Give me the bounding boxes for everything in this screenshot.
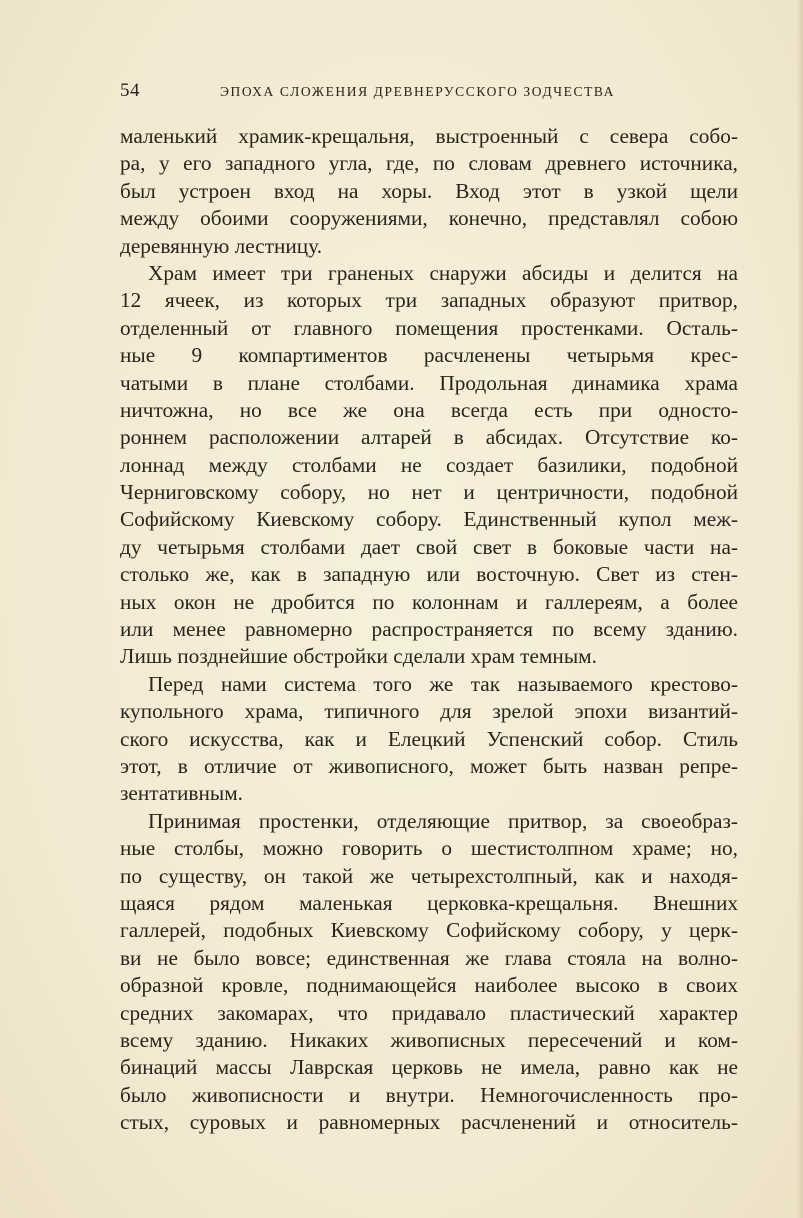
text-line: стых, суровых и равномерных расчленений и относитель- [120, 1110, 738, 1135]
text-line: образной кровле, поднимающейся наиболее высоко в своих [120, 973, 738, 998]
text-line: по существу, он такой же четырехстолпный, как и находя- [120, 863, 738, 888]
text-line: этот, в отличие от живописного, может быть назван репре- [120, 753, 738, 778]
text-line: маленький храмик-крещальня, выстроенный с севера собо- [120, 124, 738, 148]
text-line: был устроен вход на хоры. Вход этот в узкой щели [120, 178, 738, 203]
text-line: зентативным. [120, 781, 243, 806]
paragraph [120, 808, 738, 1137]
text-line: лоннад между столбами не создает базилики, подобной [120, 452, 738, 477]
page-number: 54 [120, 80, 140, 101]
text-line: ра, у его западного угла, где, по словам древнего источника, [120, 151, 738, 176]
text-line: средних закомарах, что придавало пластический характер [120, 1000, 738, 1025]
text-line: ду четырьмя столбами дает свой свет в боковые части на- [120, 534, 738, 559]
paragraph [120, 671, 738, 808]
text-line: отделенный от главного помещения простенками. Осталь- [120, 315, 738, 340]
running-title: ЭПОХА СЛОЖЕНИЯ ДРЕВНЕРУССКОГО ЗОДЧЕСТВА [220, 84, 616, 99]
text-line: было живописности и внутри. Немногочисленность про- [120, 1082, 738, 1107]
text-line: между обоими сооружениями, конечно, представлял собою [120, 206, 738, 231]
text-line: столько же, как в западную или восточную. Свет из стен- [120, 562, 738, 587]
text-line: роннем расположении алтарей в абсидах. Отсутствие ко- [120, 425, 738, 450]
body-text [120, 123, 738, 1136]
text-line: ные столбы, можно говорить о шестистолпном храме; но, [120, 836, 738, 861]
text-line: чатыми в плане столбами. Продольная динамика храма [120, 370, 738, 395]
running-header [120, 80, 725, 102]
paragraph [120, 260, 738, 671]
text-line: ви не было вовсе; единственная же глава стояла на волно- [120, 945, 738, 970]
text-line: 12 ячеек, из которых три западных образуют притвор, [120, 288, 738, 313]
text-line: Перед нами система того же так называемого крестово- [148, 671, 738, 696]
paragraph [120, 123, 738, 260]
text-line: бинаций массы Лаврская церковь не имела, равно как не [120, 1055, 738, 1080]
text-line: Принимая простенки, отделяющие притвор, за своеобраз- [148, 808, 738, 833]
text-line: Храм имеет три граненых снаружи абсиды и делится на [148, 260, 738, 285]
text-line: или менее равномерно распространяется по всему зданию. [120, 617, 738, 642]
text-line: ные 9 компартиментов расчленены четырьмя крес- [120, 343, 738, 368]
text-line: Софийскому Киевскому собору. Единственный купол меж- [120, 507, 738, 532]
text-line: Черниговскому собору, но нет и центричности, подобной [120, 480, 738, 505]
text-line: Лишь позднейшие обстройки сделали храм темным. [120, 644, 597, 669]
text-line: всему зданию. Никаких живописных пересечений и ком- [120, 1027, 738, 1052]
text-line: ского искусства, как и Елецкий Успенский собор. Стиль [120, 726, 738, 751]
text-line: галлерей, подобных Киевскому Софийскому собору, у церк- [120, 918, 738, 943]
page-edge-shadow [797, 0, 803, 1218]
text-line: ничтожна, но все же она всегда есть при односто- [120, 397, 738, 422]
text-line: ных окон не дробится по колоннам и галлереям, а более [120, 589, 738, 614]
text-line: щаяся рядом маленькая церковка-крещальня. Внешних [120, 890, 738, 915]
text-line: деревянную лестницу. [120, 233, 323, 258]
text-line: купольного храма, типичного для зрелой эпохи византий- [120, 699, 738, 724]
